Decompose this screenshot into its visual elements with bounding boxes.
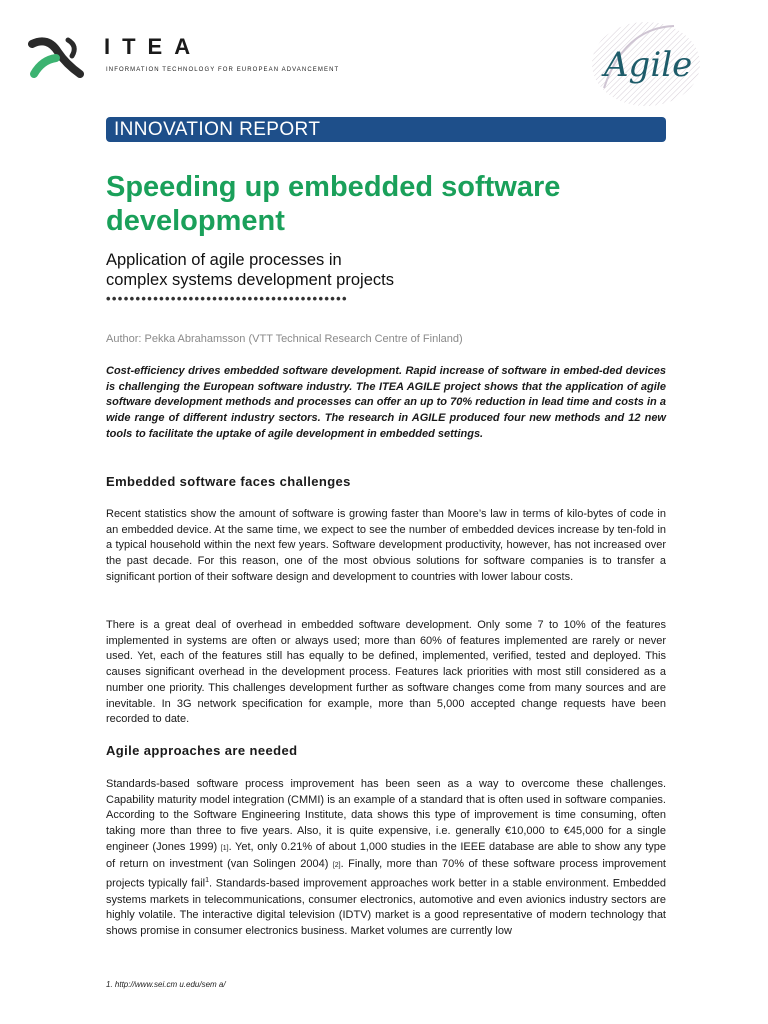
footnote-url[interactable]: 1. http://www.sei.cm u.edu/sem a/ (106, 980, 226, 989)
agile-project-logo (584, 18, 714, 110)
page-subtitle (106, 250, 666, 290)
body-paragraph-3 (106, 777, 666, 940)
section-heading-agile: Agile approaches are needed (106, 743, 298, 758)
section-heading-challenges: Embedded software faces challenges (106, 474, 351, 489)
footnote-marker-1[interactable]: 1 (205, 877, 209, 885)
banner-label: INNOVATION REPORT (114, 119, 321, 140)
reference-link-2[interactable]: [2] (332, 861, 341, 869)
body-paragraph-1: Recent statistics show the amount of software is growing faster than Moore’s law in terms of kilo-bytes of code in an embedded device. At the same time, we expect to see the number of embedded devices increase by ten-fold in a typical household within the next few years. Software development productivity, however, has not increased over the past decade. For this reason, one of the most obvious solutions for software companies is to transfer a significant portion of their software design and development to countries with lower labour costs. (106, 508, 666, 583)
itea-logo-wordmark: ITEA (104, 34, 203, 59)
paragraph-3-part-d: . Standards-based improvement approaches work better in a stable environment. Embedded systems markets in telecommunications, consumer electronics, automotive and even avionics industry sectors are highly volatile. The interactive digital television (IDTV) market is a good representative of modern technology that shows promise in consumer electronics business. Market volumes are currently low (106, 877, 666, 937)
paragraph-3-part-b: . Yet, only 0.21% of about 1,000 studies in the IEEE database are able to show any type of return on investment (van Solingen 2004) (106, 840, 666, 870)
paragraph-3-part-a: Standards-based software process improvement has been seen as a way to overcome these challenges. Capability maturity model integration (CMMI) is an example of a standard that is often used in software companies. According to the Software Engineering Institute, data shows this type of improvement is time consuming, often taking more than three to five years. Also, it is quite expensive, i.e. generally €10,000 to €45,000 for a single engineer (Jones 1999) (106, 778, 666, 853)
dotted-separator: ••••••••••••••••••••••••••••••••••••••••• (106, 291, 348, 306)
itea-logo-tagline: INFORMATION TECHNOLOGY FOR EUROPEAN ADVANCEMENT (106, 67, 340, 73)
reference-link-1[interactable]: [1] (220, 844, 229, 852)
page-title: Speeding up embedded software development (106, 171, 561, 237)
body-paragraph-2: There is a great deal of overhead in embedded software development. Only some 7 to 10% of the features implemented in systems are often or always used; more than 60% of features implemented are rarely or never used. Yet, each of the features still has equally to be defined, implemented, verified, tested and deployed. This causes significant overhead in the development process. Features lack priorities with most still considered as a number one priority. This challenges development further as software changes come from many sources and are inevitable. In 3G network specification for example, more than 5,000 accepted change requests have been recorded to date. (106, 619, 666, 726)
abstract-paragraph: Cost-efficiency drives embedded software development. Rapid increase of software in embed-ded devices is challenging the European software industry. The ITEA AGILE project shows that the application of agile software development methods and processes can offer an up to 70% reduction in lead time and costs in a wide range of different industry sectors. The research in AGILE produced four new methods and 12 new tools to facilitate the uptake of agile development in embedded settings. (106, 365, 666, 440)
paragraph-3-part-c: . Finally, more than 70% of these software process improvement projects typically fail (106, 857, 666, 890)
itea-logo-icon (28, 34, 84, 82)
author-line: Author: Pekka Abrahamsson (VTT Technical Research Centre of Finland) (106, 333, 463, 345)
agile-logo-text: Agile (604, 45, 693, 85)
subtitle-line-1: Application of agile processes in (106, 251, 342, 269)
subtitle-line-2: complex systems development projects (106, 271, 394, 289)
